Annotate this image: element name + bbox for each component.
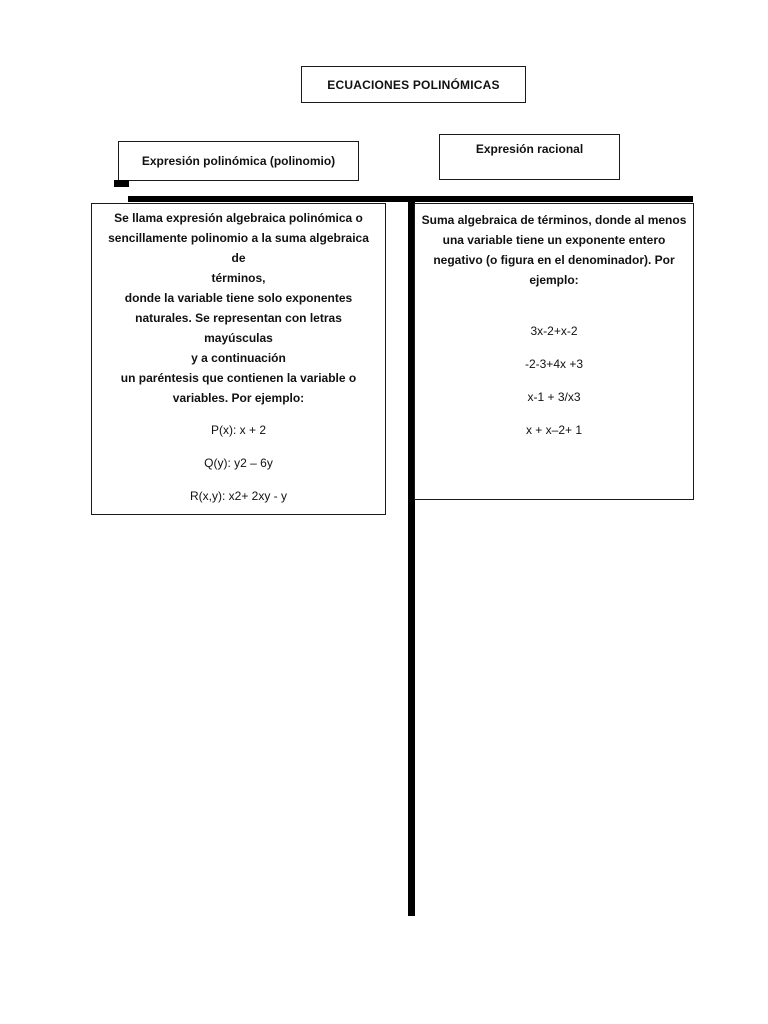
definition-line: un paréntesis que contienen la variable o xyxy=(120,371,357,385)
definition-line: naturales. Se representan con letras mayúsculas xyxy=(135,311,342,345)
example-formula: R(x,y): x2+ 2xy - y xyxy=(189,489,287,503)
definition-line: donde la variable tiene solo exponentes xyxy=(124,291,353,305)
example-formula: -2-3+4x +3 xyxy=(524,357,584,371)
rational-label: Expresión racional xyxy=(475,142,584,156)
title-box xyxy=(301,66,526,103)
definition-line: términos, xyxy=(211,271,266,285)
polynomial-label-box xyxy=(118,141,359,181)
definition-line: Suma algebraica de términos, donde al menos xyxy=(421,213,687,227)
example-formula: x + x–2+ 1 xyxy=(525,423,583,437)
definition-line: ejemplo: xyxy=(529,273,579,287)
example-formula: P(x): x + 2 xyxy=(210,423,266,437)
polynomial-examples xyxy=(100,422,377,505)
polynomial-definition-panel xyxy=(91,203,386,515)
definition-line: variables. Por ejemplo: xyxy=(172,391,305,405)
rational-definition-panel xyxy=(414,203,694,500)
rational-examples xyxy=(421,323,687,439)
connector-nub xyxy=(114,180,129,187)
rational-label-box xyxy=(439,134,620,180)
diagram-title: ECUACIONES POLINÓMICAS xyxy=(327,77,500,92)
polynomial-label: Expresión polinómica (polinomio) xyxy=(141,154,336,168)
definition-line: una variable tiene un exponente entero xyxy=(442,233,666,247)
example-formula: Q(y): y2 – 6y xyxy=(204,456,273,470)
definition-line: y a continuación xyxy=(191,351,286,365)
definition-line: sencillamente polinomio a la suma algebraica de xyxy=(108,231,369,265)
example-formula: 3x-2+x-2 xyxy=(530,324,578,338)
definition-line: negativo (o figura en el denominador). Por xyxy=(433,253,675,267)
example-formula: x-1 + 3/x3 xyxy=(527,390,581,404)
definition-line: Se llama expresión algebraica polinómica o xyxy=(114,211,363,225)
